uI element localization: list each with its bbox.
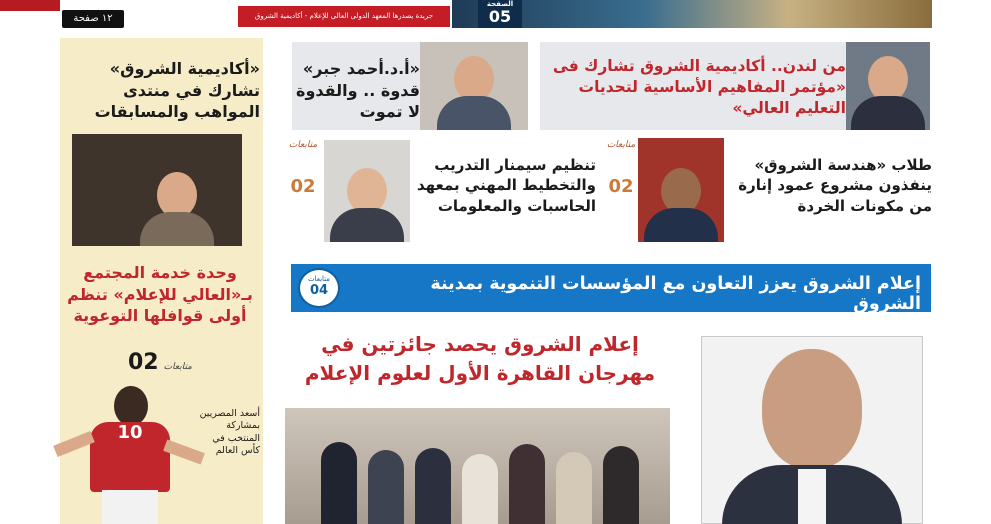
seminar-headline: تنظيم سيمنار التدريب والتخطيط المهني بمعهد الحاسبات والمعلومات xyxy=(416,156,596,215)
featured-portrait xyxy=(701,336,923,524)
engineering-section-label: متابعات xyxy=(606,140,636,150)
engineering-section-badge xyxy=(606,140,636,230)
top-strip-left xyxy=(0,0,60,11)
speaker-photo xyxy=(72,134,242,246)
cooperation-headline: إعلام الشروق يعزز التعاون مع المؤسسات التنموية بمدينة الشروق xyxy=(430,274,921,314)
jersey-number: 10 xyxy=(90,422,170,492)
award-headline: إعلام الشروق يحصد جائزتين في مهرجان القاهرة الأول لعلوم الإعلام xyxy=(304,332,656,385)
seminar-section-page: 02 xyxy=(290,176,316,197)
london-photo xyxy=(846,42,930,130)
pages-count-badge: ١٢ صفحة xyxy=(62,10,124,28)
award-story[interactable] xyxy=(282,330,678,388)
football-caption[interactable]: أسعد المصريين بمشاركة المنتخب في كأس العالم xyxy=(199,408,260,457)
jabr-photo xyxy=(420,42,528,130)
left-headline-caravan[interactable]: وحدة خدمة المجتمع بـ«العالي للإعلام» تنظم أولى قوافلها التوعوية xyxy=(67,263,253,326)
left-headline-talents[interactable]: «أكاديمية الشروق» تشارك في منتدى المواهب والمسابقات xyxy=(94,59,260,122)
cooperation-section-label: متابعات xyxy=(307,275,331,283)
award-group-photo xyxy=(285,408,670,524)
left-section-label: متابعات xyxy=(163,362,192,372)
engineering-section-page: 02 xyxy=(608,176,634,197)
left-section-page: 02 xyxy=(127,350,159,375)
engineering-photo xyxy=(638,138,724,242)
jabr-headline: «أ.د.أحمد جبر» قدوة .. والقدوة لا تموت xyxy=(296,59,420,122)
top-page-number[interactable] xyxy=(478,0,522,28)
cooperation-story-bar[interactable] xyxy=(291,264,931,312)
jabr-story[interactable] xyxy=(292,42,528,130)
seminar-photo xyxy=(324,140,410,242)
london-story[interactable] xyxy=(540,42,930,130)
left-section-badge xyxy=(72,350,192,380)
top-photo-band xyxy=(452,0,932,28)
masthead-tagline: جريدة يصدرها المعهد الدولى العالى للإعلام - أكاديمية الشروق xyxy=(238,6,450,27)
football-player-photo xyxy=(54,386,204,524)
london-headline: من لندن.. أكاديمية الشروق تشارك فى «مؤتمر المفاهيم الأساسية لتحديات التعليم العالي» xyxy=(552,57,846,117)
cooperation-section-badge xyxy=(298,268,340,308)
cooperation-section-page: 04 xyxy=(309,283,329,298)
top-page-digits: 05 xyxy=(488,7,512,26)
seminar-section-badge xyxy=(286,140,320,230)
seminar-section-label: متابعات xyxy=(288,140,318,150)
top-page-label: الصفحة xyxy=(486,0,514,8)
engineering-headline: طلاب «هندسة الشروق» ينفذون مشروع عمود إنارة من مكونات الخردة xyxy=(738,156,932,215)
